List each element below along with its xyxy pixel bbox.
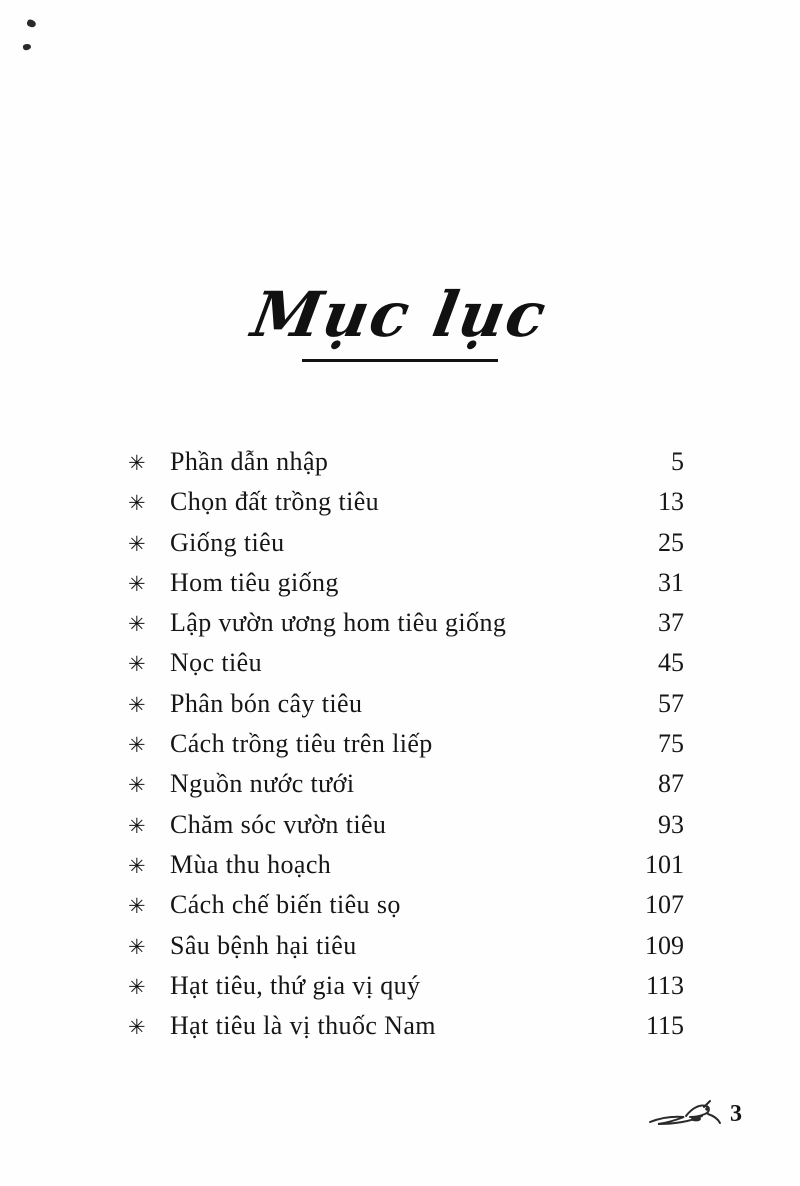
- toc-entry: [128, 764, 684, 804]
- toc-entry: [128, 603, 684, 643]
- toc-entry-title: Giống tiêu: [170, 527, 285, 557]
- toc-entry: [128, 684, 684, 724]
- asterisk-bullet-icon: ✳: [128, 571, 146, 596]
- page-title-wrap: [0, 278, 800, 362]
- toc-entry-title: Phần dẫn nhập: [170, 447, 329, 476]
- toc-entry-title: Cách chế biến tiêu sọ: [170, 890, 401, 920]
- toc-entry-title: Hạt tiêu, thứ gia vị quý: [170, 970, 421, 1000]
- toc-entry-page-number: 109: [645, 930, 684, 960]
- toc-entry: [128, 563, 684, 603]
- folio-page-number: 3: [730, 1101, 742, 1127]
- toc-entry-title: Phân bón cây tiêu: [170, 688, 363, 718]
- toc-entry-title: Hom tiêu giống: [170, 567, 339, 597]
- toc-entry-page-number: 13: [658, 487, 684, 517]
- toc-entry-page-number: 113: [645, 970, 684, 1000]
- asterisk-bullet-icon: ✳: [128, 813, 146, 838]
- page-title: Mục lục: [246, 278, 554, 351]
- toc-entry-page-number: 93: [658, 809, 684, 839]
- toc-entry: [128, 643, 684, 683]
- toc-entry-page-number: 75: [658, 729, 684, 759]
- asterisk-bullet-icon: ✳: [128, 652, 146, 677]
- asterisk-bullet-icon: ✳: [128, 853, 146, 878]
- toc-entry-title: Cách trồng tiêu trên liếp: [170, 729, 433, 759]
- toc-entry-page-number: 87: [658, 769, 684, 799]
- scan-artifact-speck: [26, 19, 37, 29]
- asterisk-bullet-icon: ✳: [128, 733, 146, 758]
- toc-entry-title: Hạt tiêu là vị thuốc Nam: [170, 1011, 436, 1041]
- toc-entry-title: Mùa thu hoạch: [170, 849, 332, 879]
- asterisk-bullet-icon: ✳: [128, 692, 146, 717]
- toc-entry-page-number: 31: [658, 567, 684, 597]
- asterisk-bullet-icon: ✳: [128, 612, 146, 637]
- toc-entry: [128, 1006, 684, 1046]
- page-footer: [646, 1098, 742, 1128]
- toc-entry-title: Nọc tiêu: [170, 648, 263, 678]
- toc-entry-page-number: 107: [645, 890, 684, 920]
- toc-entry-page-number: 115: [645, 1011, 684, 1041]
- toc-entry-title: Lập vườn ương hom tiêu giống: [170, 608, 507, 638]
- toc-entry-title: Chọn đất trồng tiêu: [170, 487, 380, 517]
- toc-entry: [128, 724, 684, 764]
- toc-entry: [128, 805, 684, 845]
- asterisk-bullet-icon: ✳: [128, 894, 146, 919]
- asterisk-bullet-icon: ✳: [128, 531, 146, 556]
- toc-entry: [128, 523, 684, 563]
- toc-entry-title: Nguồn nước tưới: [170, 769, 355, 799]
- asterisk-bullet-icon: ✳: [128, 934, 146, 959]
- asterisk-bullet-icon: ✳: [128, 974, 146, 999]
- ink-sketch-ornament: [646, 1098, 724, 1128]
- toc-entry: [128, 442, 684, 482]
- asterisk-bullet-icon: ✳: [128, 451, 146, 475]
- toc-entry: [128, 926, 684, 966]
- toc-entry-page-number: 5: [671, 447, 684, 476]
- asterisk-bullet-icon: ✳: [128, 773, 146, 798]
- toc-entry-page-number: 37: [658, 608, 684, 638]
- toc-entry-page-number: 101: [645, 849, 684, 879]
- toc-entry-title: Sâu bệnh hại tiêu: [170, 930, 357, 960]
- toc-entry: [128, 482, 684, 522]
- asterisk-bullet-icon: ✳: [128, 491, 146, 516]
- toc-entry-page-number: 57: [658, 688, 684, 718]
- toc-entry: [128, 966, 684, 1006]
- asterisk-bullet-icon: ✳: [128, 1015, 146, 1040]
- toc-list: [128, 442, 684, 1046]
- scan-artifact-speck: [22, 43, 31, 51]
- toc-entry-page-number: 45: [658, 648, 684, 678]
- toc-entry-page-number: 25: [658, 527, 684, 557]
- toc-entry-title: Chăm sóc vườn tiêu: [170, 809, 387, 839]
- title-underline: [302, 359, 498, 362]
- toc-entry: [128, 845, 684, 885]
- toc-entry: [128, 885, 684, 925]
